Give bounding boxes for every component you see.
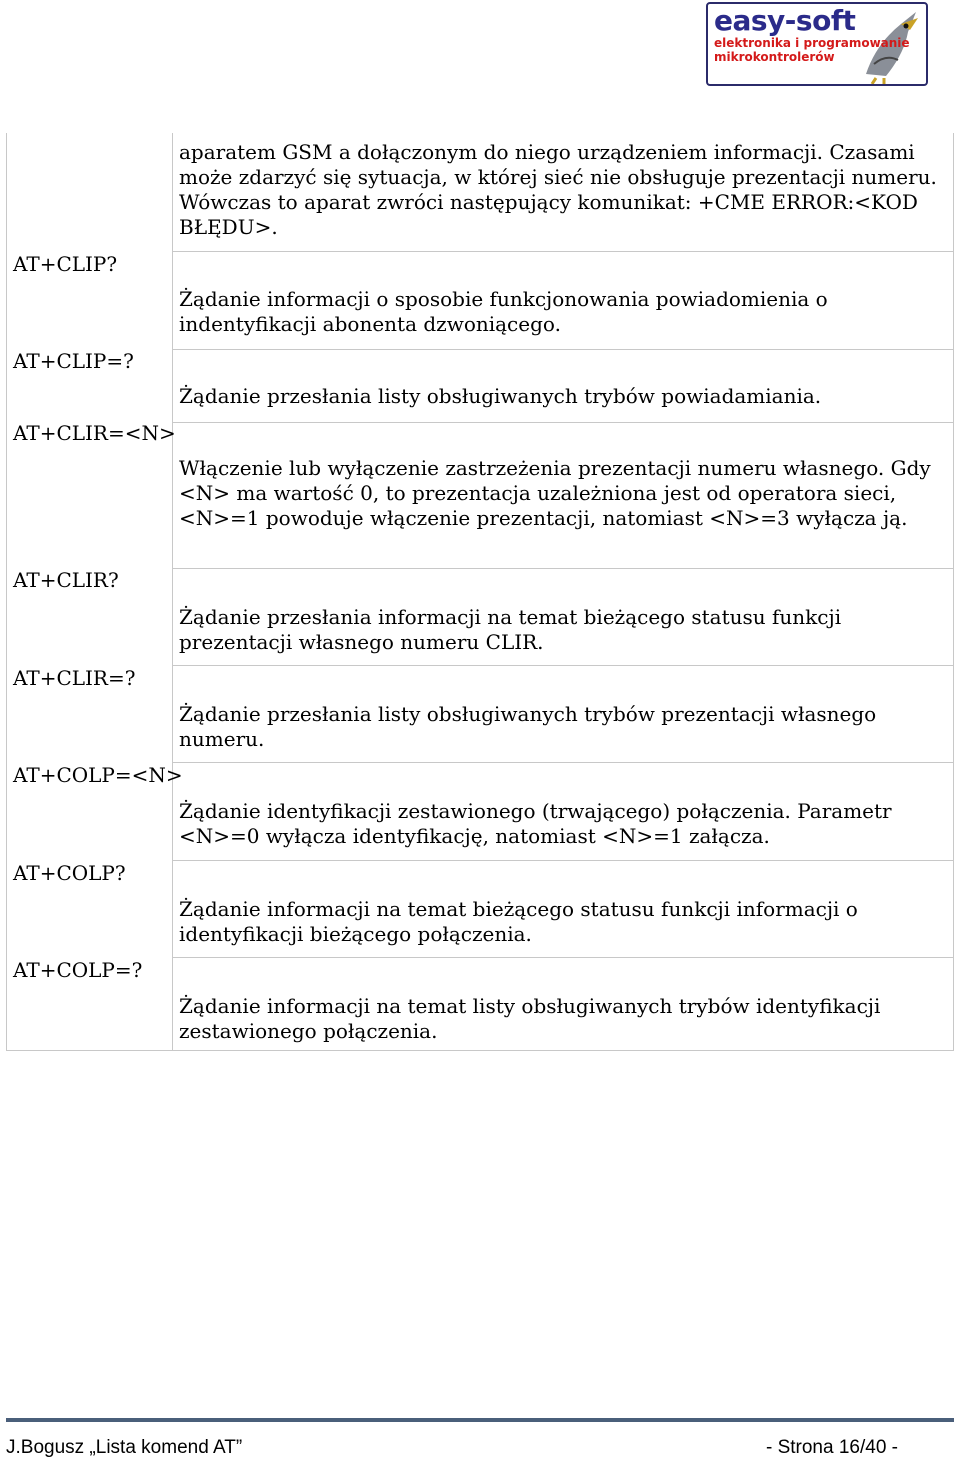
description-at-colp-query: Żądanie informacji na temat bieżącego statusu funkcji informacji o identyfikacji bieżącego połączenia. (179, 897, 858, 946)
command-at-colp-set: AT+COLP=<N> (13, 763, 183, 787)
command-at-colp-query: AT+COLP? (13, 861, 126, 885)
column-divider (172, 133, 173, 1050)
row-divider (172, 422, 953, 423)
command-at-clir-test: AT+CLIR=? (13, 666, 136, 690)
row-divider (172, 665, 953, 666)
row-divider (172, 957, 953, 958)
row-divider (172, 860, 953, 861)
footer-page-number: - Strona 16/40 - (765, 1437, 898, 1458)
description-at-colp-test: Żądanie informacji na temat listy obsługiwanych trybów identyfikacji zestawionego połączenia. (179, 994, 881, 1043)
description-at-colp-set: Żądanie identyfikacji zestawionego (trwającego) połączenia. Parametr <N>=0 wyłącza identyfikację, natomiast <N>=1 załącza. (179, 799, 892, 848)
command-at-clip-test: AT+CLIP=? (13, 349, 134, 373)
footer-author-title: J.Bogusz „Lista komend AT” (6, 1437, 243, 1458)
at-commands-table (6, 133, 954, 1051)
row-divider (172, 349, 953, 350)
command-at-colp-test: AT+COLP=? (13, 958, 143, 982)
logo-title: easy-soft (714, 4, 856, 37)
row-divider (172, 251, 953, 252)
command-at-clip-query: AT+CLIP? (13, 252, 118, 276)
logo-tagline-2: mikrokontrolerów (714, 50, 835, 64)
description-at-clir-query: Żądanie przesłania informacji na temat bieżącego statusu funkcji prezentacji własnego numeru CLIR. (179, 605, 842, 654)
command-at-clir-query: AT+CLIR? (13, 568, 119, 592)
easy-soft-logo (706, 2, 928, 86)
description-at-clip-test: Żądanie przesłania listy obsługiwanych trybów powiadamiania. (179, 384, 822, 408)
row-divider (172, 568, 953, 569)
logo-tagline-1: elektronika i programowanie (714, 36, 910, 50)
footer-rule (6, 1418, 954, 1422)
description-at-clir-set: Włączenie lub wyłączenie zastrzeżenia prezentacji numeru własnego. Gdy <N> ma wartość 0, to prezentacja uzależniona jest od operatora sieci, <N>=1 powoduje włączenie prezentacji, natomiast <N>=3 wyłącza ją. (179, 456, 931, 530)
description-at-clip-query: Żądanie informacji o sposobie funkcjonowania powiadomienia o indentyfikacji abonenta dzwoniącego. (179, 287, 828, 336)
description-at-clir-test: Żądanie przesłania listy obsługiwanych trybów prezentacji własnego numeru. (179, 702, 877, 751)
continuation-description: aparatem GSM a dołączonym do niego urządzeniem informacji. Czasami może zdarzyć się sytuacja, w której sieć nie obsługuje prezentacji numeru. Wówczas to aparat zwróci następujący komunikat: +CME ERROR:<KOD BŁĘDU>. (179, 140, 937, 239)
command-at-clir-set: AT+CLIR=<N> (13, 421, 176, 445)
row-divider (172, 762, 953, 763)
